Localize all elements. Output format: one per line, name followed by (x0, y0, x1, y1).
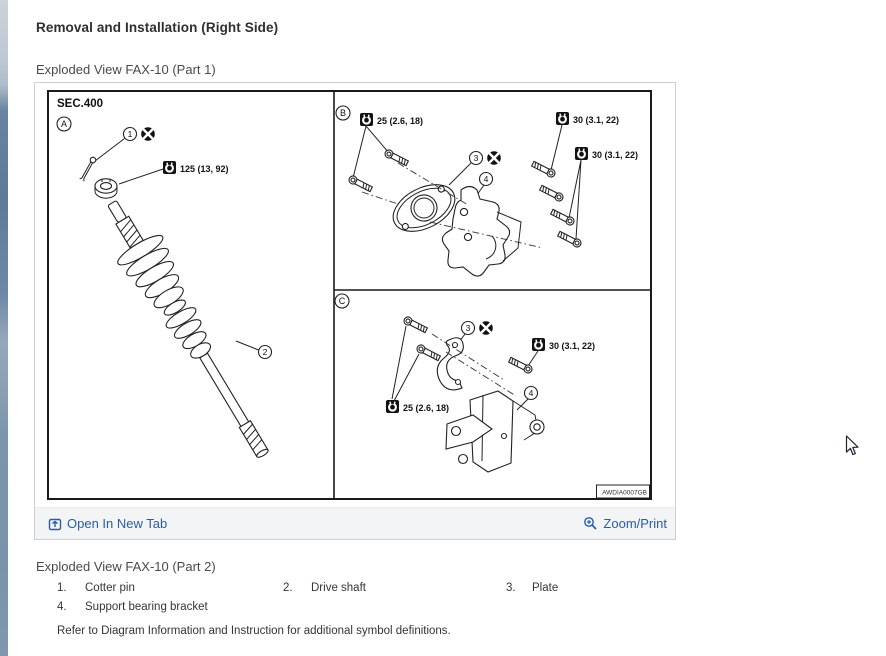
symbol-definitions-note: Refer to Diagram Information and Instruction for additional symbol definitions. (57, 625, 451, 637)
panel-b-letter (336, 106, 350, 120)
panel-a (57, 98, 286, 469)
svg-text:B: B (339, 108, 347, 119)
section-heading-part1: Exploded View FAX-10 (Part 1) (36, 62, 216, 77)
bolt-drawing (550, 208, 575, 226)
svg-text:4: 4 (528, 388, 534, 398)
zoom-print-link[interactable] (583, 516, 667, 531)
bolt-drawing (508, 356, 533, 374)
bolt-drawing (348, 175, 373, 193)
open-in-new-tab-label: Open In New Tab (67, 516, 168, 531)
torque-icon (575, 147, 588, 160)
torque-icon (386, 400, 399, 413)
legend-item-4-number: 4. (57, 601, 67, 613)
legend-item-2-number: 2. (283, 582, 293, 594)
do-not-reuse-icon (141, 127, 155, 141)
figure-container (34, 82, 676, 540)
torque-label-a: 125 (13, 92) (180, 164, 229, 174)
torque-icon (163, 161, 176, 174)
figure-toolbar (35, 507, 675, 539)
torque-label-b-25: 25 (2.6, 18) (377, 116, 424, 126)
page-title: Removal and Installation (Right Side) (36, 20, 279, 35)
callout-1 (124, 128, 137, 141)
torque-icon (360, 113, 373, 126)
bolt-drawing (539, 184, 564, 202)
panel-c-letter (335, 294, 349, 308)
panel-c (335, 294, 595, 472)
open-in-new-tab-icon (48, 517, 62, 531)
callout-3 (462, 322, 475, 335)
cotter-pin-drawing (79, 156, 96, 181)
bolt-drawing (384, 149, 409, 167)
callout-4 (525, 387, 538, 400)
legend-item-3-number: 3. (506, 582, 516, 594)
legend-item-1-label: Cotter pin (85, 582, 135, 594)
mouse-cursor (845, 435, 861, 457)
hub-nut-drawing (95, 179, 117, 198)
panel-b (336, 106, 638, 276)
bolt-drawing (557, 230, 582, 248)
legend-item-1-number: 1. (57, 582, 67, 594)
torque-icon (556, 112, 569, 125)
torque-label-b-30-lower: 30 (3.1, 22) (592, 150, 639, 160)
callout-2 (259, 346, 272, 359)
bolt-drawing (416, 344, 441, 362)
svg-text:1: 1 (127, 129, 133, 139)
do-not-reuse-icon (487, 151, 501, 165)
legend-item-3-label: Plate (532, 582, 559, 594)
svg-text:4: 4 (483, 174, 489, 184)
svg-text:3: 3 (465, 323, 471, 333)
svg-text:3: 3 (473, 153, 479, 163)
zoom-plus-icon (583, 516, 598, 531)
legend-item-4-label: Support bearing bracket (85, 601, 208, 613)
callout-3 (470, 152, 483, 165)
do-not-reuse-icon (479, 321, 493, 335)
open-in-new-tab-link[interactable] (48, 516, 167, 531)
panel-a-letter (57, 117, 71, 131)
legend-item-2-label: Drive shaft (311, 582, 366, 594)
section-heading-part2: Exploded View FAX-10 (Part 2) (36, 559, 216, 574)
drive-shaft-drawing (90, 190, 286, 469)
background-strip (0, 0, 8, 656)
torque-label-b-30-upper: 30 (3.1, 22) (573, 115, 620, 125)
callout-4 (480, 173, 493, 186)
support-bearing-bracket-drawing (446, 391, 544, 472)
svg-text:A: A (60, 119, 68, 130)
svg-text:AWDIA0007GB: AWDIA0007GB (602, 489, 647, 497)
diagram-frame (47, 90, 652, 500)
bolt-drawing (403, 316, 428, 334)
zoom-print-label: Zoom/Print (603, 516, 667, 531)
torque-label-c-30: 30 (3.1, 22) (549, 341, 596, 351)
torque-label-c-25: 25 (2.6, 18) (403, 403, 450, 413)
plate-drawing (437, 338, 463, 390)
svg-text:C: C (338, 296, 346, 307)
sec-label: SEC.400 (57, 98, 104, 110)
torque-icon (532, 338, 545, 351)
svg-text:2: 2 (262, 347, 268, 357)
exploded-view-diagram (49, 92, 650, 498)
image-code (597, 485, 650, 498)
